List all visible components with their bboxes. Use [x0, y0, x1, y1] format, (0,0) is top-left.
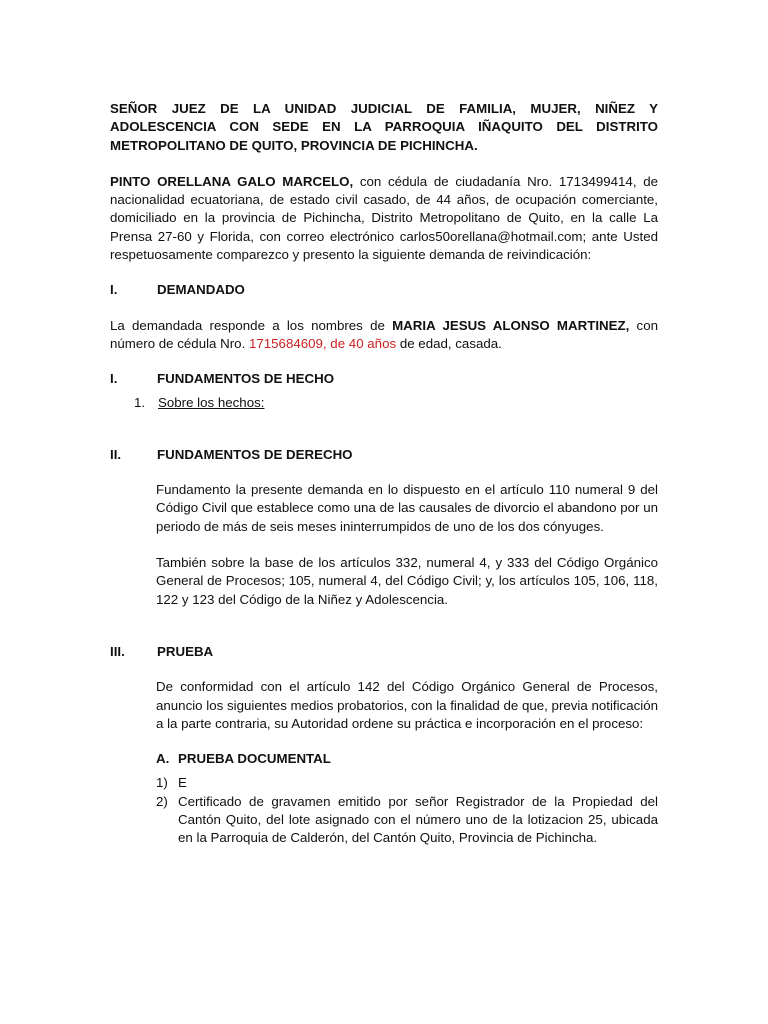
section-number: I. [110, 371, 118, 387]
section-number: III. [110, 643, 125, 659]
defendant-text: La demandada responde a los nombres de [110, 317, 393, 333]
list-text: Certificado de gravamen emitido por señor Registrador de la Propiedad del Cantón Quito, del lote asignado con el número uno de la lotizacion 25, ubicada en la Parroquia de Calderón, del Cantón Quito, Provincia de Pichincha. [178, 793, 658, 846]
defendant-paragraph [110, 317, 658, 354]
plaintiff-name: PINTO ORELLANA GALO MARCELO, [110, 173, 354, 189]
derecho-paragraph-2: También sobre la base de los artículos 332, numeral 4, y 333 del Código Orgánico General de Procesos; 105, numeral 4, del Código Civil; y, los artículos 105, 106, 118, 122 y 123 del Código de la Niñez y Adolescencia. [156, 555, 658, 607]
subsection-heading [156, 750, 658, 768]
defendant-id-age: 1715684609, de 40 años [248, 335, 397, 351]
list-item [156, 793, 658, 848]
addressee-header: SEÑOR JUEZ DE LA UNIDAD JUDICIAL DE FAMILIA, MUJER, NIÑEZ Y ADOLESCENCIA CON SEDE EN LA PARROQUIA IÑAQUITO DEL DISTRITO METROPOLITANO DE QUITO, PROVINCIA DE PICHINCHA. [110, 101, 658, 153]
plaintiff-details: con cédula de ciudadanía Nro. 1713499414, de nacionalidad ecuatoriana, de estado civil casado, de 44 años, de ocupación comerciante, domiciliado en la provincia de Pichincha, Distrito Metropolitano de Quito, en la calle La Prensa 27-60 y Florida, con correo electrónico carlos50orellana@hotmail.com; ante Usted respetuosamente comparezco y presento la siguiente demanda de reivindicación: [110, 173, 659, 263]
list-number: 1) [156, 775, 168, 791]
subsection-letter: A. [156, 751, 170, 767]
derecho-paragraph-1: Fundamento la presente demanda en lo dispuesto en el artículo 110 numeral 9 del Código Civil que establece como una de las causales de divorcio el abandono por un periodo de más de seis meses ininterrumpidos de uno de los dos cónyuges. [156, 482, 658, 534]
section-prueba-heading [110, 643, 658, 661]
plaintiff-intro [110, 173, 658, 264]
prueba-paragraph: De conformidad con el artículo 142 del Código Orgánico General de Procesos, anuncio los siguientes medios probatorios, con la finalidad de que, previa notificación a la parte contraria, su Autoridad ordene su práctica e incorporación en el proceso: [156, 679, 658, 731]
section-title: FUNDAMENTOS DE DERECHO [157, 446, 353, 462]
section-number: I. [110, 282, 118, 298]
list-text: Sobre los hechos: [158, 394, 265, 410]
list-item [156, 774, 658, 792]
list-number: 1. [134, 394, 146, 410]
section-number: II. [110, 446, 122, 462]
section-title: PRUEBA [157, 643, 214, 659]
list-text: E [178, 775, 187, 791]
section-title: FUNDAMENTOS DE HECHO [157, 371, 335, 387]
list-number: 2) [156, 793, 168, 809]
subsection-title: PRUEBA DOCUMENTAL [178, 751, 331, 767]
defendant-text-end: de edad, casada. [396, 335, 502, 351]
section-hecho-heading [110, 370, 658, 388]
section-derecho-heading [110, 446, 658, 464]
defendant-name: MARIA JESUS ALONSO MARTINEZ, [392, 317, 630, 333]
evidence-list [156, 774, 658, 847]
list-item [110, 394, 658, 412]
section-demandado-heading [110, 281, 658, 299]
section-title: DEMANDADO [157, 282, 245, 298]
defendant-text-mid: con número de cédula Nro. [110, 317, 658, 351]
